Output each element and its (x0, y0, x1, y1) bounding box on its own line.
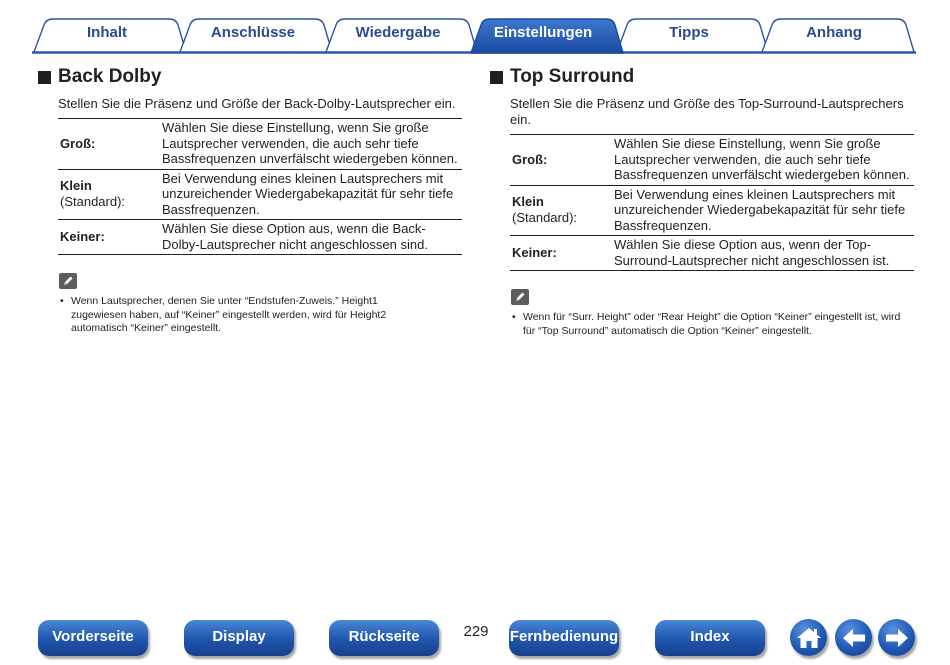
home-button[interactable] (790, 619, 827, 656)
option-description: Bei Verwendung eines kleinen Lautsprechers mit unzureichender Wiedergabekapazität für sehr tiefe Bassfrequenzen. (162, 170, 454, 217)
front-panel-button[interactable]: Vorderseite (38, 620, 148, 656)
option-name-cell (510, 185, 612, 236)
option-name-cell (58, 119, 160, 170)
option-description: Wählen Sie diese Option aus, wenn die Back-Dolby-Lautsprecher nicht angeschlossen sind. (162, 221, 428, 252)
option-name-cell (510, 135, 612, 186)
note-item: • Wenn für “Surr. Height” oder “Rear Height” die Option “Keiner” eingestellt ist, wird für “Top Surround” automatisch die Option “Keiner” eingestellt. (512, 311, 907, 338)
table-row (58, 119, 462, 170)
notes-list (60, 295, 420, 336)
option-description: Wählen Sie diese Einstellung, wenn Sie große Lautsprecher verwenden, die auch sehr tiefe Bassfrequenzen unverfälscht wiedergeben können. (614, 136, 910, 182)
note-item: • Wenn Lautsprecher, denen Sie unter “Endstufen-Zuweis.” Height1 zugewiesen haben, auf “Keiner” eingestellt werden, wird für Height2 automatisch “Keiner” eingestellt. (60, 295, 420, 336)
section-intro: Stellen Sie die Präsenz und Größe des Top-Surround-Lautsprechers ein. (510, 96, 904, 127)
option-description: Bei Verwendung eines kleinen Lautsprechers mit unzureichender Wiedergabekapazität für sehr tiefe Bassfrequenzen. (614, 186, 906, 233)
pencil-note-icon (59, 273, 77, 289)
option-description: Wählen Sie diese Option aus, wenn der Top-Surround-Lautsprecher nicht angeschlossen ist. (614, 237, 890, 268)
forward-button[interactable] (878, 619, 915, 656)
option-name-cell (58, 220, 160, 255)
tab-einstellungen[interactable]: Einstellungen (493, 24, 593, 41)
back-button[interactable] (835, 619, 872, 656)
options-table (58, 118, 462, 255)
option-name: Klein (512, 194, 544, 210)
home-icon (796, 626, 822, 650)
remote-control-button[interactable]: Fernbedienung (509, 620, 619, 656)
heading-square-icon (38, 71, 51, 84)
top-surround-section (490, 66, 920, 338)
arrow-left-icon (841, 627, 867, 649)
table-row (58, 169, 462, 220)
tab-anschluesse[interactable]: Anschlüsse (210, 24, 296, 41)
rear-panel-button[interactable]: Rückseite (329, 620, 439, 656)
page-number: 229 (463, 623, 489, 640)
tab-inhalt[interactable]: Inhalt (87, 24, 127, 41)
arrow-right-icon (884, 627, 910, 649)
option-name: Groß: (60, 135, 96, 151)
table-row (58, 220, 462, 255)
display-button[interactable]: Display (184, 620, 294, 656)
pencil-note-icon (511, 289, 529, 305)
option-name: Keiner: (512, 244, 557, 260)
back-dolby-section (38, 66, 468, 336)
section-title: Back Dolby (58, 66, 162, 87)
table-row (510, 236, 914, 271)
tab-tipps[interactable]: Tipps (669, 24, 709, 41)
tab-wiedergabe[interactable]: Wiedergabe (355, 24, 441, 41)
section-heading (38, 66, 468, 88)
notes-list (512, 311, 907, 338)
option-default-label: (Standard): (60, 193, 126, 209)
tab-anhang[interactable]: Anhang (806, 24, 862, 41)
option-description: Wählen Sie diese Einstellung, wenn Sie große Lautsprecher verwenden, die auch sehr tiefe Bassfrequenzen unverfälscht wiedergeben können. (162, 120, 458, 166)
index-button[interactable]: Index (655, 620, 765, 656)
option-name: Klein (60, 178, 92, 194)
options-table (510, 134, 914, 271)
heading-square-icon (490, 71, 503, 84)
option-name: Keiner: (60, 228, 105, 244)
option-name-cell (510, 236, 612, 271)
option-name: Groß: (512, 151, 548, 167)
option-default-label: (Standard): (512, 209, 578, 225)
section-heading (490, 66, 920, 88)
table-row (510, 185, 914, 236)
table-row (510, 135, 914, 186)
option-name-cell (58, 169, 160, 220)
section-intro: Stellen Sie die Präsenz und Größe der Back-Dolby-Lautsprecher ein. (58, 96, 456, 111)
section-title: Top Surround (510, 66, 635, 87)
